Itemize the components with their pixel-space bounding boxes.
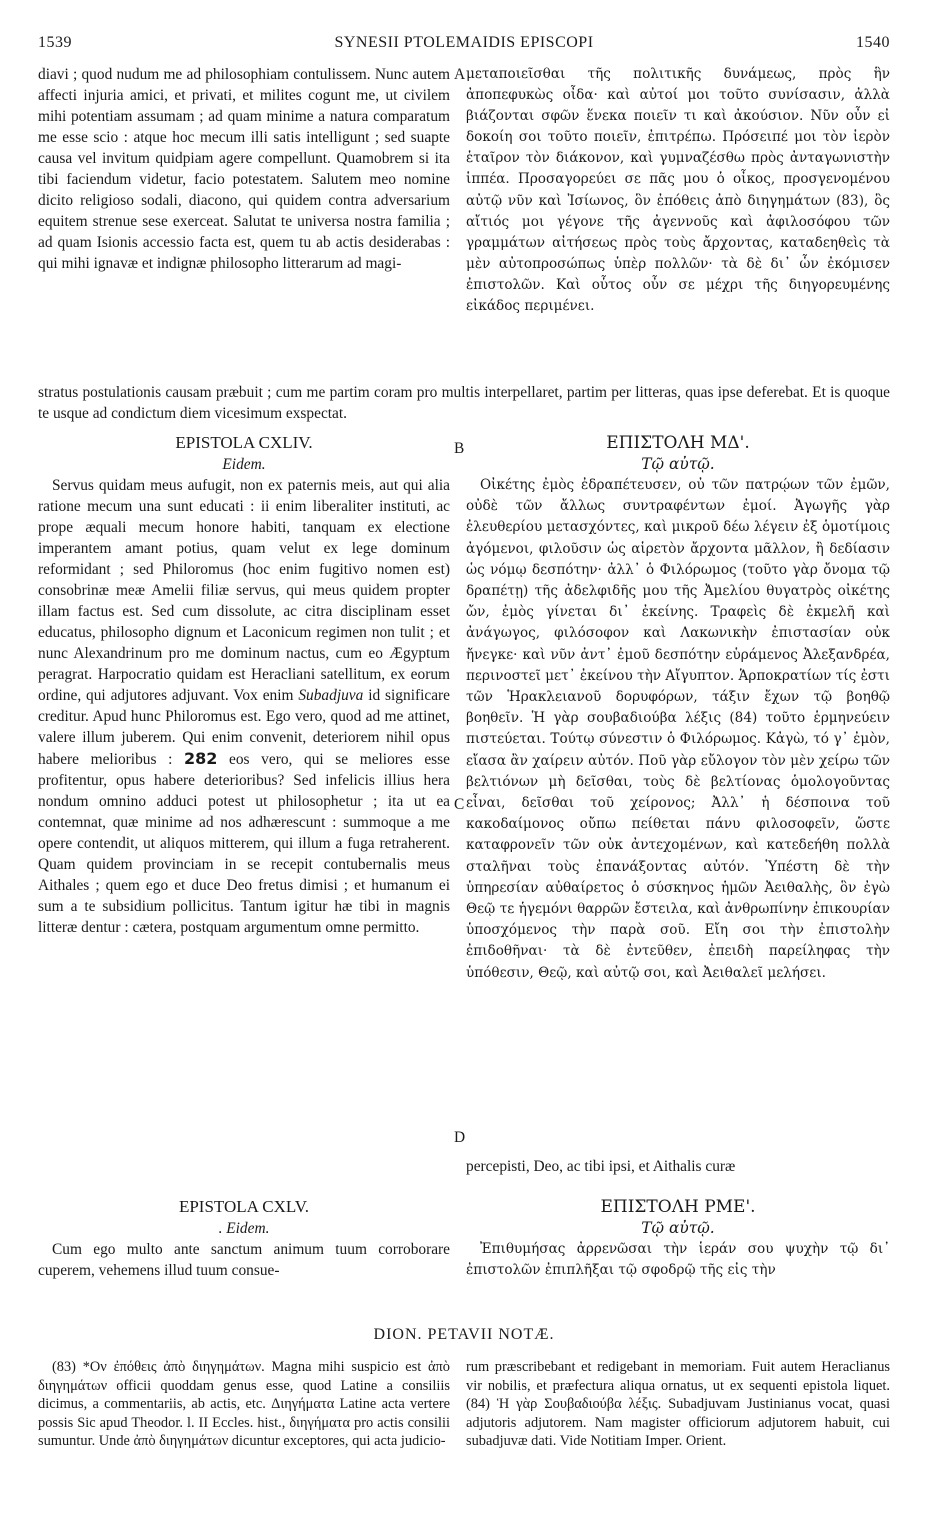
note-83 [38,1358,450,1451]
epistle-145-greek-title: ΕΠΙΣΤΟΛΗ ΡΜΕ'. [600,1197,756,1217]
epistle-144-greek-body: Οἰκέτης ἐμὸς ἐδραπέτευσεν, οὐ τῶν πατρῴων τῶν ἐμῶν, οὐδὲ τῶν ἄλλως συντραφέντων ἐμοί. Ἀγωγῆς γὰρ ἐλευθερίου μετασχόντες, καὶ μικροῦ δέω λέγειν ἐξ ὁμοτίμοις ἀγόμενοι, φιλοῦσιν ὡς αἱρετὸν ἄρχοντα μᾶλλον, ἢ δεδίασιν ὡς νόμῳ δεσπότην· ἀλλ᾽ ὁ Φιλόρωμος (τοῦτο γὰρ ὄνομα τῷ δραπέτῃ) τῆς ἀδελφιδῆς μου τῆς Ἀμελίου θυγατρὸς οἰκέτης ὤν, ἐμὸς γίνεται δι᾽ ἐκείνης. Τραφεὶς δὲ ἐκμελῆ καὶ ἀνάγωγος, φιλόσοφον καὶ Λακωνικὴν ἐπιστασίαν οὐκ ἤνεγκε· καὶ νῦν ἀντ᾽ ἐμοῦ δεσπότην εὑράμενος Ἀλεξανδρέα, περινοστεῖ μετ᾽ ἐκείνου τὴν Αἴγυπτον. Ἁρποκρατίων τίς ἐστι τῶν Ἡρακλειανοῦ δορυφόρων, τάξιν ἔχων τῷ βοηθῷ βοηθεῖν. Ἡ γὰρ σουβαδιούβα λέξις (84) τοῦτο ἑρμηνεύειν πιστεύεται. Τούτῳ σύνεστιν ὁ Φιλόρωμος. Κἀγὼ, τό γ᾽ ἐμὸν, εἴασα ἂν χαίρειν αὐτόν. Ποῦ γὰρ εὔλογον τὸν μὲν χείρω τῶν βελτιόνων μὴ δεῖσθαι, τοὺς δὲ βελτίονας ὁμολογοῦντας εἶναι, δεῖσθαι τοῦ χείρονος; Ἀλλ᾽ ἡ δέσποινα τοῦ κακοδαίμονος οὔπω πείθεται πάνυ φιλοσοφεῖν, ὥστε καταφρονεῖν τῶν οὐκ ἀντεχομένων, καὶ κατεδεήθη πολλὰ σταλῆναι τοὺς ἐπανάξοντας αὐτόν. Ὑπέστη δὲ τὴν ὑπηρεσίαν αὐθαίρετος ὁ σύσκηνος ἡμῶν Ἀειθαλὴς, ὃν ἐγὼ Θεῷ τε ἡγεμόνι θαρρῶν ἔστειλα, καὶ ἀνθρωπίνην ἐπικουρίαν ὑποσχόμενος τὴν παρὰ σοῦ. Εἴη σοι τὴν ἐπιστολὴν ἐπιδοθῆναι· τὰ δὲ ἐντεῦθεν, ἐπειδὴ παρείληφας τὴν ὑπόθεσιν, Θεῷ, καὶ αὐτῷ σοι, καὶ Ἀειθαλεῖ μελήσει. [466,477,890,981]
epistle-144-greek-title: ΕΠΙΣΤΟΛΗ ΜΔ'. [606,433,750,453]
page-number-right: 1540 [856,34,890,51]
full-width-text-a [38,382,890,424]
margin-marker-b: B [454,440,465,457]
running-title: SYNESII PTOLEMAIDIS EPISCOPI [334,34,594,51]
epistle-144-greek [466,432,890,1172]
epistle-145-latin-title: EPISTOLA CXLV. [178,1197,310,1216]
latin-text-a [38,64,450,358]
note-84-text: rum præscribebant et redigebant in memoriam. Fuit autem Heraclianus vir nobilis, et præfectura aliqua ornatus, ut ex sequenti epistola liquet. (84) Ἡ γὰρ Σουβαδιούβα λέξις. Subadjuvam Justinianus vocat, quasi adjutoris adjutorem. Nam magister officiorum adjutorem habuit, cui subadjuvæ dati. Vide Notitiam Imper. Orient. [466,1359,890,1449]
page [38,28,890,1518]
latin-body-part-2: id significare creditur. Apud hunc Philoromus est. Ego vero, quod ad me attinet, valere illum juberem. Qui enim convenit, deteriorem nihil opus habere melioribus : [38,687,450,768]
margin-marker-d: D [454,1129,466,1146]
epistle-144-latin [38,432,450,1312]
full-width-paragraph: stratus postulationis causam præbuit ; cum me partim coram pro multis interpellaret, partim per litteras, quas ipse deferebat. Et is quoque te usque ad condictum diem vicesimum exspectat. [38,384,890,422]
latin-italic-word: Subadjuva [298,687,364,704]
notes-title: DION. PETAVII NOTÆ. [373,1326,555,1343]
epistle-145-latin [38,1196,450,1304]
page-reference-number: 282 [184,749,218,768]
epistle-145-greek-subtitle: Τῷ αὐτῷ. [641,1219,715,1237]
epistle-145-latin-subtitle: . Eidem. [218,1220,270,1237]
margin-marker-a: A [454,66,466,83]
note-84 [466,1358,890,1451]
epistle-145-greek-body: Ἐπιθυμήσας ἀρρενῶσαι τὴν ἱεράν σου ψυχὴν τῷ δι᾽ ἐπιστολῶν ἐπιπλῆξαι τῷ σφοδρῷ τῆς εἰς τὴν [466,1241,890,1278]
latin-tail-line: percepisti, Deo, ac tibi ipsi, et Aithalis curæ [466,1158,736,1175]
page-number-left: 1539 [38,34,72,51]
latin-paragraph-a: diavi ; quod nudum me ad philosophiam contulissem. Nunc autem affecti injuria amici, et privati, et milites cogunt me, ut civilem mihi potentiam assumam ; ad quam minime a natura comparatum me esse scio : atque hoc mecum illi satis intelligunt ; sed suapte causa vel invitum quidpiam agere compellunt. Quamobrem si ita tibi faciendum videtur, facio potestatem. Salutem meo nomine dicito religioso sodali, diacono, qui quidem contra adversarium equitem strenue sese exerceat. Salutat te universa nostra familia ; ad quam Isionis accessio facta est, quem tu ab actis desiderabas : qui mihi ignavæ et indignæ philosopho litterarum ad magi- [38,66,450,272]
epistle-145-greek [466,1196,890,1304]
latin-body-part-1: Servus quidam meus aufugit, non ex paternis meis, aut qui alia ratione mecum una sunt educati : ii enim liberaliter instituti, ac prope æquali mecum honore habiti, tanquam ex electione imperantem amant potius, quam velut ex lege dominum reformidant ; sed Philoromus (hoc enim fugitivo nomen est) consobrinæ meæ Amelii filiæ servus, qui meus quidem propter illam factus est. Sed cum dissolute, ac citra disciplinam esset educatus, philosopho dignum et Laconicum regimen non tulit ; et nunc Alexandrinum pro me dominum nactus, cum eo Ægyptum peragrat. Harpocratio quidam est Heracliani satellitum, ex eorum ordine, qui adjutores adjuvant. Vox enim [38,477,450,704]
epistle-144-greek-subtitle: Τῷ αὐτῷ. [641,455,715,473]
greek-text-a [466,64,890,380]
greek-col-latin-tail [466,1156,890,1178]
epistle-144-latin-title: EPISTOLA CXLIV. [175,433,313,452]
latin-body-part-3: eos vero, qui se meliores esse profitentur, opus habere deterioribus? Sed infelicis illius hera nondum omnino adduci potest ut philosophetur ; ita ut ea contemnat, quæ minime ad nos adhærescunt : summoque a me opere contendit, ut aliquos mitterem, qui illum a fuga retraherent. Quam quidem provinciam in se recepit contubernalis meus Aithales ; quem ego et duce Deo fretus dimisi ; et humanum ei sum a te subsidium pollicitus. Tantum igitur hæ tibi in magnis litteræ dentur : cætera, postquam argumentum omne permitto. [38,751,450,936]
epistle-145-latin-body: Cum ego multo ante sanctum animum tuum corroborare cuperem, vehemens illud tuum consue- [38,1241,450,1279]
note-83-text: (83) *Ον ἐπόθεις ἀπὸ διηγημάτων. Magna mihi suspicio est ἀπὸ διηγημάτων officii quoddam genus esse, quod Latine a consiliis dicimus, a commentariis, ab actis, etc. Διηγήματα Latine acta vertere possis Sic apud Theodor. l. II Eccles. hist., διηγήματα pro actis consilii sumuntur. Unde ἀπὸ διηγημάτων dicuntur exceptores, qui acta judicio- [38,1359,450,1449]
running-header [38,28,890,56]
greek-paragraph-a: μεταποιεῖσθαι τῆς πολιτικῆς δυνάμεως, πρὸς ἣν ἀποπεφυκὼς οἶδα· καὶ αὐτοί μοι τοῦτο συνίσασιν, ἀλλὰ βιάζονται σφῶν ἕνεκα ποιεῖν τι καὶ ἀκούσιον. Νῦν οὖν εἰ δοκοίη σοι τοῦτο ποιεῖν, ἐπιτρέπω. Πρόσειπέ μοι τὸν ἱερὸν ἑταῖρον τὸν διάκονον, καὶ γυμναζέσθω πρὸς ἀνταγωνιστὴν ἱππέα. Προσαγορεύει σε πᾶς μου ὁ οἶκος, προσγενομένου αὐτῷ νῦν καὶ Ἰσίωνος, ὃν ἐπόθεις ἀπὸ διηγημάτων (83), ὃς αἴτιός μοι γέγονε τῆς ἀγεννοῦς καὶ ἀφιλοσόφου τῶν γραμμάτων αἰτήσεως πρὸς τοὺς ἄρχοντας, καταδεηθεὶς τὰ μὲν αὐτοπροσώπως ὑπὲρ πολλῶν· τὰ δὲ δι᾽ ὧν ἐκόμισεν ἐπιστολῶν. Καὶ οὗτος οὖν σε μέχρι τῆς διηγορευμένης εἰκάδος περιμένει. [466,66,890,315]
margin-marker-c: C [454,796,465,813]
epistle-144-latin-body [38,475,450,938]
epistle-144-latin-subtitle: Eidem. [222,456,266,473]
